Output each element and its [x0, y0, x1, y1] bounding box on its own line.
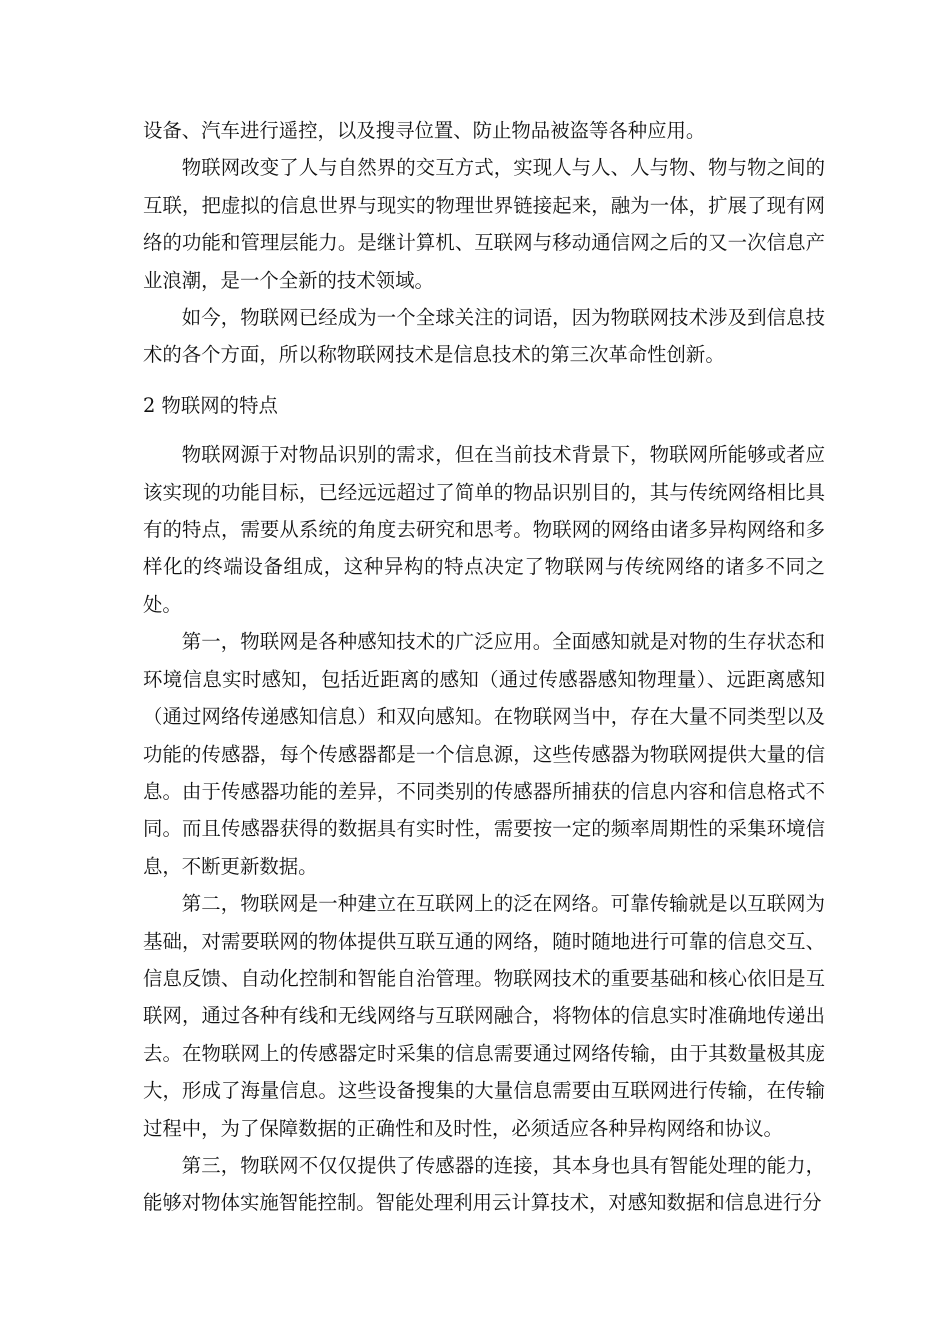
paragraph-first-feature: 第一，物联网是各种感知技术的广泛应用。全面感知就是对物的生存状态和环境信息实时感知，包括近距离的感知（通过传感器感知物理量）、远距离感知（通过网络传递感知信息）和双向感知。在物联网当中，存在大量不同类型以及功能的传感器，每个传感器都是一个信息源，这些传感器为物联网提供大量的信息。由于传感器功能的差异，不同类别的传感器所捕获的信息内容和信息格式不同。而且传感器获得的数据具有实时性，需要按一定的频率周期性的采集环境信息，不断更新数据。 — [143, 630, 825, 878]
paragraph-intro-continuation: 设备、汽车进行遥控，以及搜寻位置、防止物品被盗等各种应用。 — [143, 119, 706, 142]
paragraph-second-feature: 第二，物联网是一种建立在互联网上的泛在网络。可靠传输就是以互联网为基础，对需要联网的物体提供互联互通的网络，随时随地进行可靠的信息交互、信息反馈、自动化控制和智能自治管理。物联网技术的重要基础和核心依旧是互联网，通过各种有线和无线网络与互联网融合，将物体的信息实时准确地传递出去。在物联网上的传感器定时采集的信息需要通过网络传输，由于其数量极其庞大，形成了海量信息。这些设备搜集的大量信息需要由互联网进行传输，在传输过程中，为了保障数据的正确性和及时性，必须适应各种异构网络和协议。 — [143, 892, 825, 1140]
section-heading: 2 物联网的特点 — [143, 393, 278, 417]
paragraph-third-revolution: 如今，物联网已经成为一个全球关注的词语，因为物联网技术涉及到信息技术的各个方面，所以称物联网技术是信息技术的第三次革命性创新。 — [143, 306, 825, 367]
paragraph-interaction-change: 物联网改变了人与自然界的交互方式，实现人与人、人与物、物与物之间的互联，把虚拟的信息世界与现实的物理世界链接起来，融为一体，扩展了现有网络的功能和管理层能力。是继计算机、互联网与移动通信网之后的又一次信息产业浪潮，是一个全新的技术领域。 — [143, 156, 825, 292]
document-body — [143, 112, 825, 1222]
paragraph-origin: 物联网源于对物品识别的需求，但在当前技术背景下，物联网所能够或者应该实现的功能目标，已经远远超过了简单的物品识别目的，其与传统网络相比具有的特点，需要从系统的角度去研究和思考。物联网的网络由诸多异构网络和多样化的终端设备组成，这种异构的特点决定了物联网与传统网络的诸多不同之处。 — [143, 443, 825, 616]
paragraph-third-feature: 第三，物联网不仅仅提供了传感器的连接，其本身也具有智能处理的能力，能够对物体实施智能控制。智能处理利用云计算技术，对感知数据和信息进行分 — [143, 1153, 825, 1215]
